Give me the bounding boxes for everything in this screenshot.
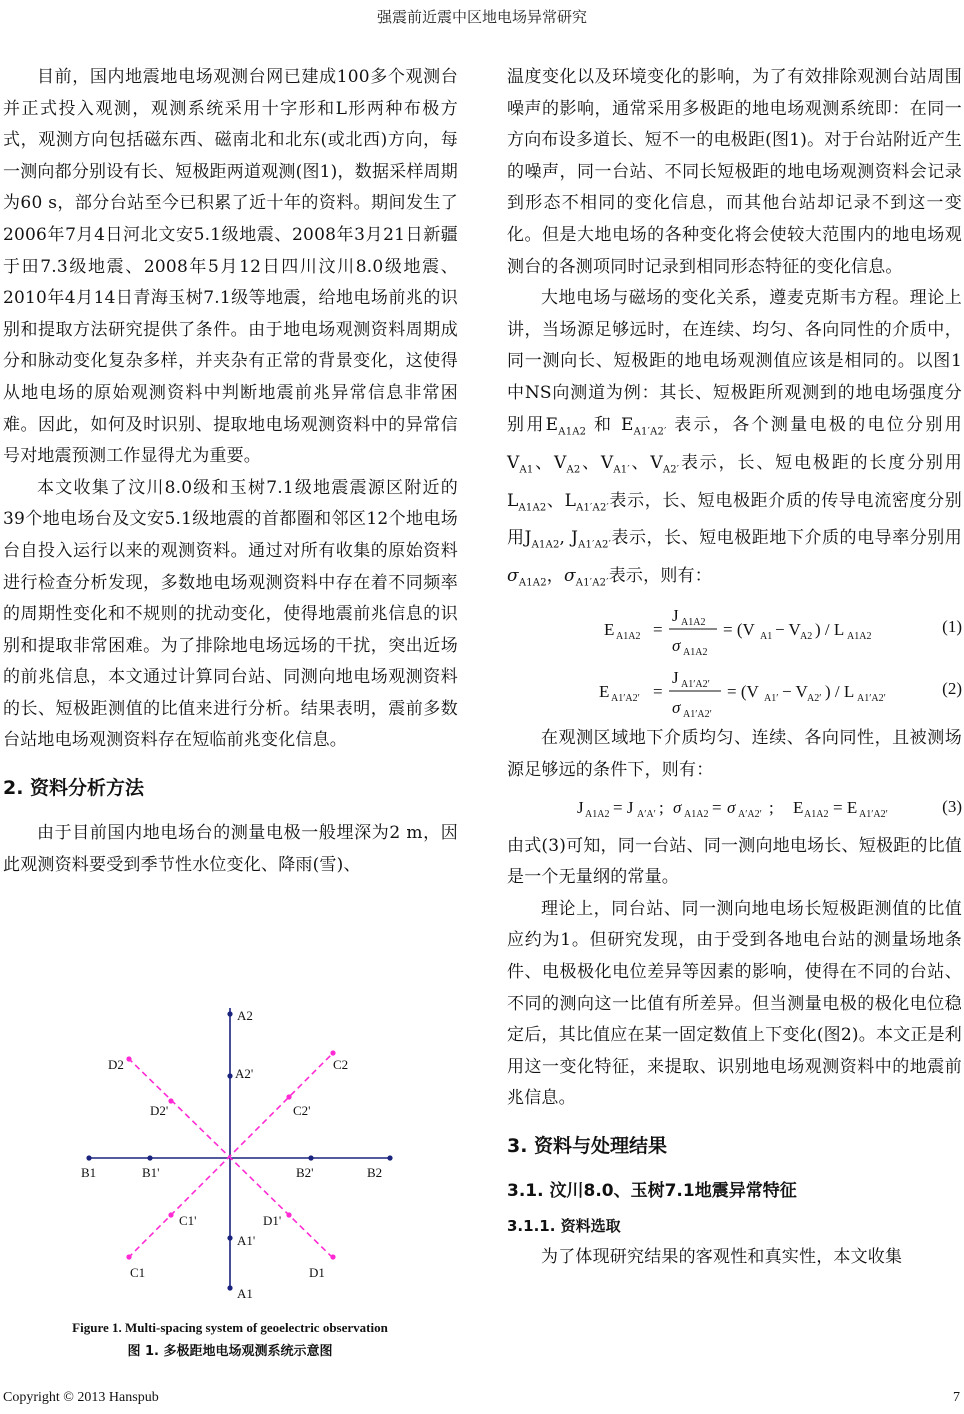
label-d1: D1: [309, 1265, 325, 1280]
svg-text:= J: = J: [613, 797, 634, 817]
label-b2p: B2': [296, 1165, 314, 1180]
electrode-d2: [126, 1056, 131, 1061]
footer-copyright: Copyright © 2013 Hanspub: [3, 1390, 159, 1405]
svg-text:A1: A1: [760, 631, 773, 643]
paragraph-intro: 目前，国内地震地电场观测台网已建成100多个观测台并正式投入观测，观测系统采用十字形和L形两种布极方式，观测方向包括磁东西、磁南北和北东(或北西)方向，每一测向都分别设有长、短极距两道观测(图1)，数据采样周期为60 s，部分台站至今已积累了近十年的资料。期间发生了2006年7月4日河北文安5.1级地震、2008年3月21日新疆于田7.3级地震、2008年5月12日四川汶川8.0级地震、2010年4月14日青海玉树7.1级等地震，给地电场前兆的识别和提取方法研究提供了条件。由于地电场观测资料周期成分和脉动变化复杂多样，并夹杂有正常的背景变化，这使得从地电场的原始观测资料中判断地震前兆异常信息非常困难。因此，如何及时识别、提取地电场观测资料中的异常信号对地震预测工作显得尤为重要。: [3, 67, 458, 467]
svg-text:A′A2′: A′A2′: [738, 808, 762, 820]
svg-text:=: =: [653, 620, 663, 640]
label-d2: D2: [108, 1057, 124, 1072]
svg-text:σ: σ: [672, 698, 681, 718]
label-b2: B2: [367, 1165, 383, 1180]
section-heading-2: 2. 资料分析方法: [3, 777, 145, 800]
label-c1: C1: [130, 1265, 146, 1280]
svg-text:J: J: [577, 797, 584, 817]
equation-2-number: (2): [942, 679, 962, 699]
svg-text:E: E: [604, 620, 615, 640]
label-c2: C2: [333, 1057, 349, 1072]
equation-3-number: (3): [942, 796, 962, 816]
svg-text:A1A2: A1A2: [616, 631, 641, 643]
svg-text:A1A2: A1A2: [684, 808, 709, 820]
electrode-a1p: [227, 1235, 232, 1240]
electrode-c1: [126, 1254, 131, 1259]
label-a1p: A1': [237, 1233, 256, 1248]
paragraph-maxwell: 大地电场与磁场的变化关系，遵麦克斯韦方程。理论上讲，当场源足够远时，在连续、均匀、各向同性的介质中，同一测向长、短极距的地电场观测值应该是相同的。以图1中NS向测道为例：其长、短极距所观测到的地电场强度分别用$E_{A1A2}$ 和 $E_{A1'A2'}$ 表示，各个测量电极的电位分别用$V_{A1}$、$V_{A2}$、$V_{A1'}$、$V_{A2'}$表示，长、短电极距的长度分别用$L_{A1A2}$、$L_{A1'A2'}$表示，长、短电极距介质的传导电流密度分别用$J_{A1A2}$, $J_{A1'A2'}$表示，长、短电极距地下介质的电导率分别用$\sigma_{A1A2}$，$\sigma_{A1'A2'}$表示，则有：: [507, 288, 963, 589]
label-c1p: C1': [179, 1213, 197, 1228]
left-column: [3, 62, 458, 881]
label-b1: B1: [81, 1165, 97, 1180]
equation-2: [507, 661, 962, 723]
label-c2p: C2': [293, 1103, 311, 1118]
svg-text:=: =: [712, 797, 722, 817]
svg-text:) / L: ) / L: [815, 620, 845, 640]
svg-text:A1A2: A1A2: [804, 808, 829, 820]
svg-text:A2: A2: [800, 631, 813, 643]
electrode-b2p: [308, 1155, 313, 1160]
electrode-a2p: [227, 1073, 232, 1078]
svg-text:A1A2: A1A2: [683, 647, 708, 659]
electrode-b2: [387, 1155, 392, 1160]
electrode-a1: [227, 1285, 232, 1290]
label-d1p: D1': [263, 1213, 282, 1228]
running-header: 强震前近震中区地电场异常研究: [376, 8, 587, 26]
label-a2p: A2': [235, 1066, 254, 1081]
svg-text:= (V: = (V: [727, 682, 759, 702]
svg-text:A1A2: A1A2: [847, 631, 872, 643]
svg-text:= E: = E: [833, 797, 858, 817]
paragraph-eq3-conclusion: 由式(3)可知，同一台站、同一测向地电场长、短极距的比值是一个无量纲的常量。: [507, 835, 962, 888]
electrode-c1p: [168, 1212, 173, 1217]
equation-3: [507, 787, 962, 831]
label-b1p: B1': [142, 1165, 160, 1180]
svg-text:A1′: A1′: [764, 693, 779, 705]
svg-text:A′A′: A′A′: [637, 808, 656, 820]
section-heading-3-1-1: 3.1.1. 资料选取: [507, 1216, 621, 1235]
electrode-d1: [330, 1254, 335, 1259]
electrode-b1p: [147, 1155, 152, 1160]
electrode-c2p: [286, 1094, 291, 1099]
paragraph-theory: 理论上，同台站、同一测向地电场长短极距测值的比值应约为1。但研究发现，由于受到各地电台站的测量场地条件、电极极化电位差异等因素的影响，使得在不同的台站、不同的测向这一比值有所差异。但当测量电极的极化电位稳定后，其比值应在某一固定数值上下变化(图2)。本文正是利用这一变化特征，来提取、识别地电场观测资料中的地震前兆信息。: [507, 898, 962, 1109]
svg-text:A1′A2′: A1′A2′: [611, 693, 640, 705]
svg-text:A1A2: A1A2: [585, 808, 610, 820]
svg-text:σ: σ: [673, 797, 682, 817]
paragraph-data-collection: 本文收集了汶川8.0级和玉树7.1级地震震源区附近的39个地电场台及文安5.1级地震的首都圈和邻区12个地电场台自投入运行以来的观测资料。通过对所有收集的原始资料进行检查分析发现，多数地电场观测资料中存在着不同频率的周期性变化和不规则的扰动变化，使得地震前兆信息的识别和提取非常困难。为了排除地电场远场的干扰，突出近场的前兆信息，本文通过计算同台站、同测向地电场观测资料的长、短极距测值的比值来进行分析。结果表明，震前多数台站地电场观测资料存在短临前兆变化信息。: [3, 477, 458, 751]
equation-1-number: (1): [942, 617, 962, 637]
paragraph-method-start: 由于目前国内地电场台的测量电极一般埋深为2 m，因此观测资料要受到季节性水位变化、降雨(雪)、: [3, 823, 458, 875]
svg-text:A2′: A2′: [807, 693, 822, 705]
electrode-d1p: [286, 1212, 291, 1217]
svg-text:σ: σ: [727, 797, 736, 817]
paragraph-conditions: 在观测区域地下介质均匀、连续、各向同性，且被测场源足够远的条件下，则有：: [507, 728, 962, 781]
label-d2p: D2': [150, 1103, 169, 1118]
electrode-layout-diagram: [3, 998, 458, 1303]
svg-text:) / L: ) / L: [825, 682, 855, 702]
svg-text:= (V: = (V: [723, 620, 755, 640]
svg-text:A1′A2′: A1′A2′: [859, 808, 888, 820]
svg-text:;: ;: [769, 797, 774, 817]
right-column: [507, 62, 962, 1274]
svg-text:− V: − V: [782, 682, 808, 702]
svg-text:A1′A2′: A1′A2′: [683, 709, 712, 721]
paragraph-method-cont: 温度变化以及环境变化的影响，为了有效排除观测台站周围噪声的影响，通常采用多极距的地电场观测系统即：在同一方向布设多道长、短不一的电极距(图1)。对于台站附近产生的噪声，同一台站、不同长短极距的地电场观测资料会记录到形态不相同的变化信息，而其他台站却记录不到这一变化。但是大地电场的各种变化将会使较大范围内的地电场观测台的各测项同时记录到相同形态特征的变化信息。: [507, 67, 962, 277]
svg-text:;: ;: [659, 797, 664, 817]
electrode-b1: [86, 1155, 91, 1160]
electrode-c2: [330, 1050, 335, 1055]
svg-text:A1′A2′: A1′A2′: [857, 693, 886, 705]
label-a1: A1: [237, 1286, 253, 1301]
svg-text:E: E: [793, 797, 804, 817]
svg-text:σ: σ: [672, 636, 681, 656]
svg-text:− V: − V: [775, 620, 801, 640]
paragraph-data-selection: 为了体现研究结果的客观性和真实性，本文收集: [541, 1246, 903, 1267]
footer-page-number: 7: [953, 1390, 960, 1405]
svg-text:A1A2: A1A2: [681, 617, 706, 629]
svg-text:J: J: [672, 606, 679, 626]
figure-caption-en: Figure 1. Multi-spacing system of geoelectric observation: [72, 1320, 388, 1335]
label-a2: A2: [237, 1008, 253, 1023]
svg-text:A1′A2′: A1′A2′: [681, 679, 710, 691]
section-heading-3-1: 3.1. 汶川8.0、玉树7.1地震异常特征: [507, 1180, 797, 1201]
svg-text:E: E: [599, 682, 610, 702]
equation-1: [507, 599, 962, 661]
svg-text:J: J: [672, 668, 679, 688]
electrode-a2: [227, 1011, 232, 1016]
electrode-d2p: [168, 1098, 173, 1103]
svg-text:=: =: [653, 682, 663, 702]
figure-caption-zh: 图 1. 多极距地电场观测系统示意图: [127, 1344, 333, 1359]
section-heading-3: 3. 资料与处理结果: [507, 1134, 668, 1157]
